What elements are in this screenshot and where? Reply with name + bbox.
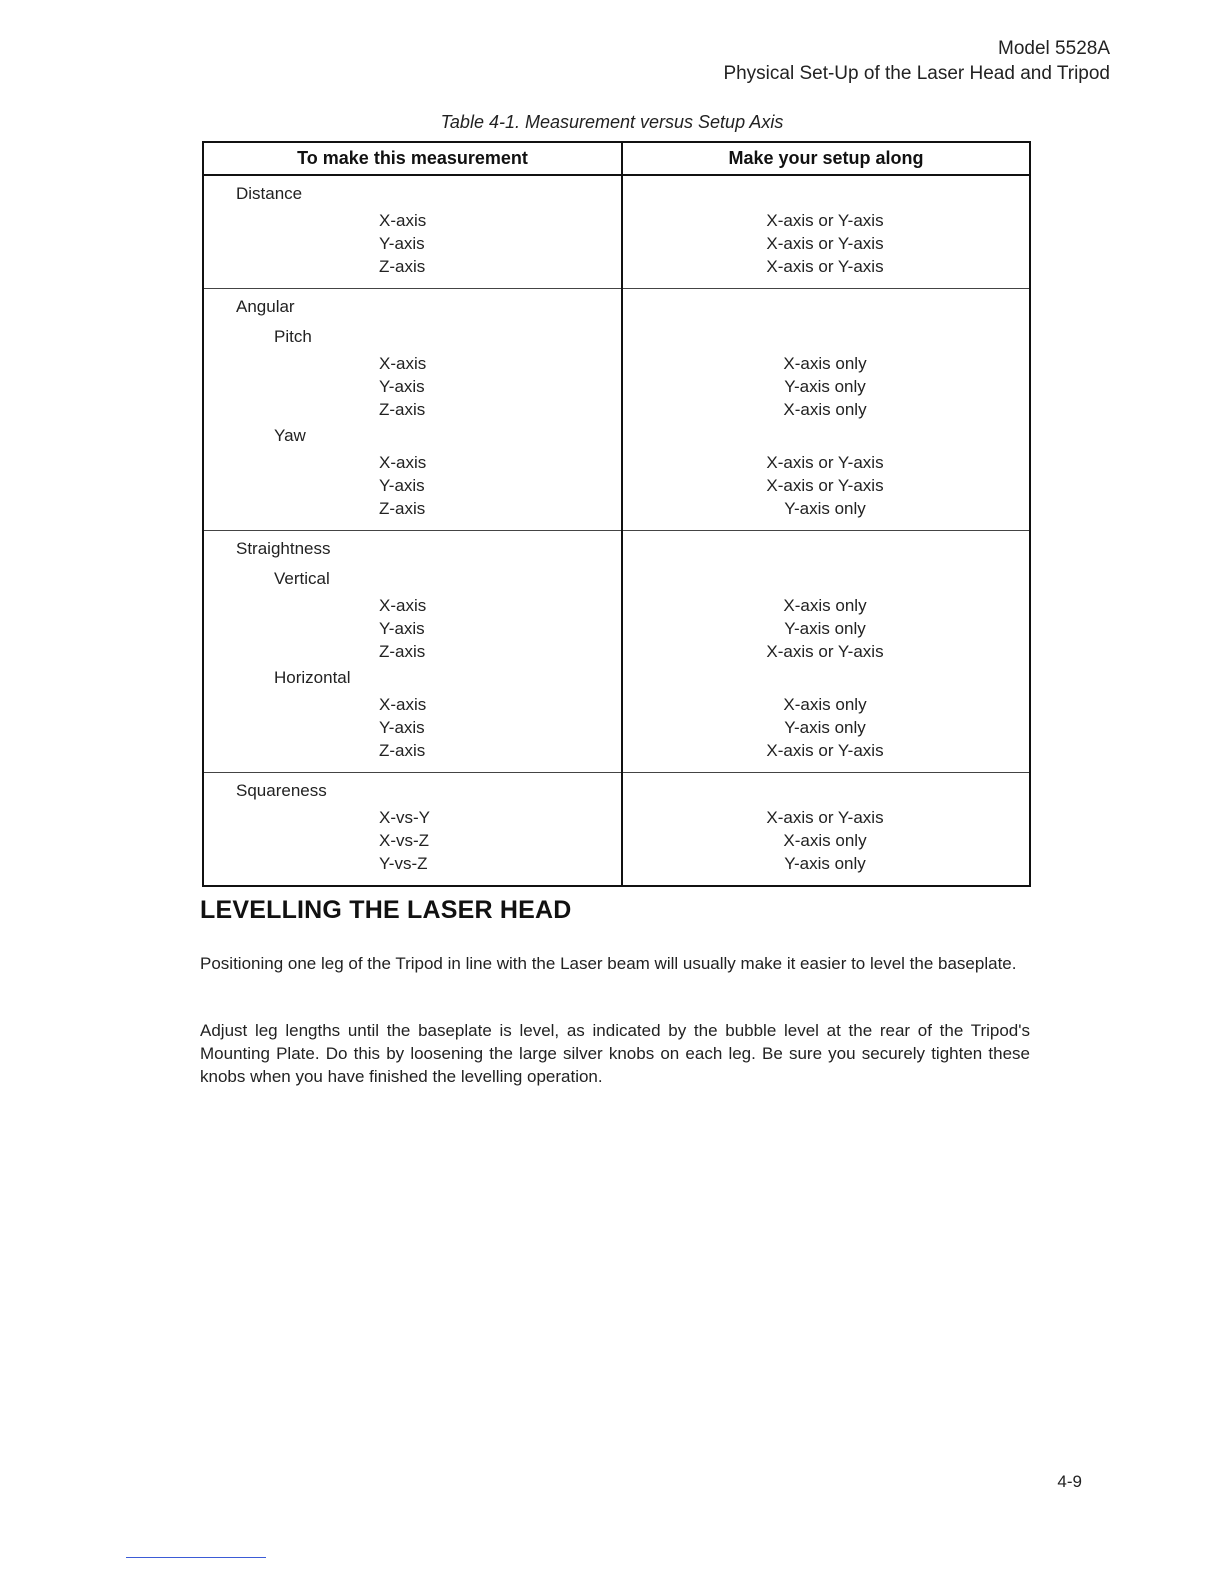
measurement-axis: Z-axis: [379, 499, 426, 518]
measurement-cell: [203, 773, 622, 887]
setup-axis: X-axis or Y-axis: [766, 642, 884, 661]
model-label: Model 5528A: [998, 38, 1110, 59]
setup-axis: X-axis or Y-axis: [766, 808, 884, 827]
table-caption-text: Table 4-1. Measurement versus Setup Axis: [440, 112, 784, 132]
body-paragraph: Positioning one leg of the Tripod in line with the Laser beam will usually make it easier to level the baseplate.: [200, 954, 1017, 973]
setup-axis: Y-axis only: [784, 499, 866, 518]
table-body: [203, 175, 1030, 886]
setup-cell: [622, 531, 1030, 773]
setup-axis: Y-axis only: [784, 718, 866, 737]
measurement-axis: X-axis: [379, 596, 427, 615]
table-group-row: [203, 175, 1030, 289]
setup-axis: X-axis or Y-axis: [766, 741, 884, 760]
measurement-cell: [203, 531, 622, 773]
measurement-axis: Z-axis: [379, 400, 426, 419]
measurement-axis: Z-axis: [379, 257, 426, 276]
setup-axis: X-axis or Y-axis: [766, 476, 884, 495]
column-header-setup: Make your setup along: [622, 142, 1030, 175]
measurement-cell: [203, 289, 622, 531]
setup-axis: X-axis only: [783, 831, 867, 850]
setup-axis: Y-axis only: [784, 619, 866, 638]
section-label: Physical Set-Up of the Laser Head and Tripod: [723, 63, 1110, 84]
setup-axis: X-axis or Y-axis: [766, 453, 884, 472]
running-header: [723, 36, 1110, 86]
measurement-axis: X-axis: [379, 354, 427, 373]
measurement-axis: Y-axis: [379, 377, 425, 396]
setup-cell: [622, 289, 1030, 531]
setup-axis: X-axis only: [783, 596, 867, 615]
column-header-measurement: To make this measurement: [203, 142, 622, 175]
measurement-subtype: Pitch: [274, 327, 312, 346]
measurement-axis: Y-axis: [379, 718, 425, 737]
measurement-category: Angular: [236, 297, 295, 316]
measurement-axis: X-vs-Z: [379, 831, 430, 850]
measurement-axis: X-axis: [379, 453, 427, 472]
measurement-axis: Y-vs-Z: [379, 854, 428, 873]
body-paragraph: Adjust leg lengths until the baseplate is level, as indicated by the bubble level at the rear of the Tripod's Mounting Plate. Do this by loosening the large silver knobs on each leg. Be sure you securely tighten these knobs when you have finished the levelling operation.: [200, 1021, 1030, 1086]
measurement-table: [202, 141, 1031, 887]
measurement-category: Squareness: [236, 781, 327, 800]
measurement-subtype: Horizontal: [274, 668, 351, 687]
setup-axis: X-axis or Y-axis: [766, 211, 884, 230]
measurement-cell: [203, 175, 622, 289]
measurement-axis: Z-axis: [379, 642, 426, 661]
measurement-axis: Z-axis: [379, 741, 426, 760]
measurement-subtype: Yaw: [274, 426, 306, 445]
setup-cell: [622, 773, 1030, 887]
table-group-row: [203, 773, 1030, 887]
measurement-subtype: Vertical: [274, 569, 330, 588]
measurement-axis: Y-axis: [379, 476, 425, 495]
measurement-axis: X-axis: [379, 211, 427, 230]
setup-axis: Y-axis only: [784, 377, 866, 396]
measurement-axis: Y-axis: [379, 234, 425, 253]
setup-axis: X-axis or Y-axis: [766, 257, 884, 276]
setup-axis: Y-axis only: [784, 854, 866, 873]
section-heading: LEVELLING THE LASER HEAD: [200, 896, 572, 924]
setup-axis: X-axis only: [783, 354, 867, 373]
measurement-category: Distance: [236, 184, 303, 203]
measurement-category: Straightness: [236, 539, 331, 558]
setup-axis: X-axis or Y-axis: [766, 234, 884, 253]
measurement-axis: X-axis: [379, 695, 427, 714]
page-number: 4-9: [1057, 1472, 1082, 1491]
measurement-axis: X-vs-Y: [379, 808, 430, 827]
setup-cell: [622, 175, 1030, 289]
setup-axis: X-axis only: [783, 695, 867, 714]
table-header-row: [203, 142, 1030, 175]
table-group-row: [203, 289, 1030, 531]
table-caption: [0, 112, 1224, 133]
measurement-axis: Y-axis: [379, 619, 425, 638]
footer-rule: [126, 1557, 266, 1558]
table-group-row: [203, 531, 1030, 773]
setup-axis: X-axis only: [783, 400, 867, 419]
